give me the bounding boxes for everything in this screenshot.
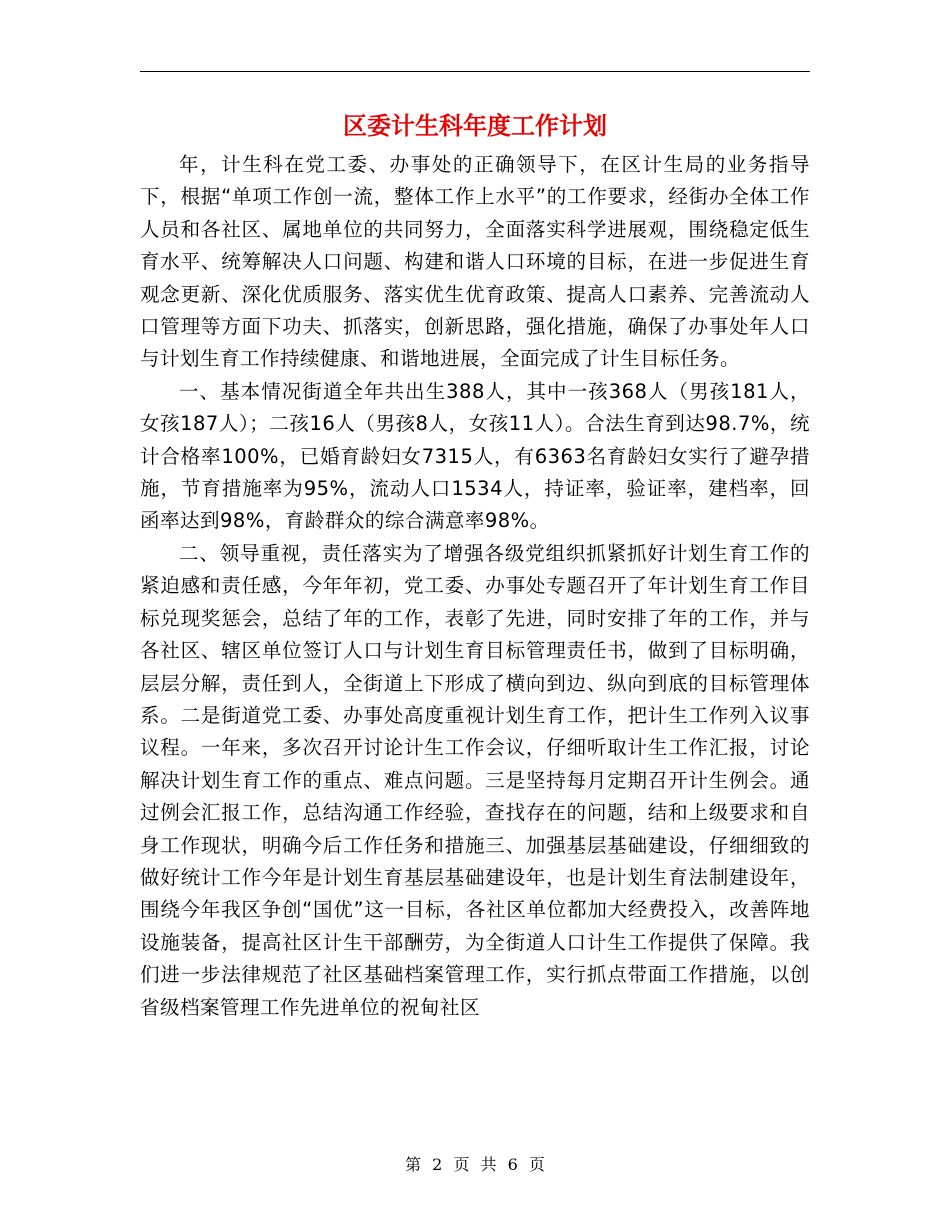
paragraph-intro: 年，计生科在党工委、办事处的正确领导下，在区计生局的业务指导下，根据“单项工作创一流，整体工作上水平”的工作要求，经街办全体工作人员和各社区、属地单位的共同努力，全面落实科学进展观，围绕稳定低生育水平、统筹解决人口问题、构建和谐人口环境的目标，在进一步促进生育观念更新、深化优质服务、落实优生优育政策、提高人口素养、完善流动人口管理等方面下功夫、抓落实，创新思路，强化措施，确保了办事处年人口与计划生育工作持续健康、和谐地进展，全面完成了计生目标任务。	[140, 153, 810, 371]
page-number-footer: 第 2 页 共 6 页	[405, 1155, 545, 1174]
header-rule	[140, 71, 810, 72]
document-title: 区委计生科年度工作计划	[343, 111, 607, 140]
document-body	[140, 149, 810, 1024]
paragraph-basic-situation: 一、基本情况街道全年共出生388人，其中一孩368人（男孩181人，女孩187人）；二孩16人（男孩8人，女孩11人）。合法生育到达98.7%，统计合格率100%，已婚育龄妇女7315人，有6363名育龄妇女实行了避孕措施，节育措施率为95%，流动人口1534人，持证率，验证率，建档率，回函率达到98%，育龄群众的综合满意率98%。	[140, 379, 810, 533]
paragraph-leadership: 二、领导重视，责任落实为了增强各级党组织抓紧抓好计划生育工作的紧迫感和责任感，今年年初，党工委、办事处专题召开了年计划生育工作目标兑现奖惩会，总结了年的工作，表彰了先进，同时安排了年的工作，并与各社区、辖区单位签订人口与计划生育目标管理责任书，做到了目标明确，层层分解，责任到人，全街道上下形成了横向到边、纵向到底的目标管理体系。二是街道党工委、办事处高度重视计划生育工作，把计生工作列入议事议程。一年来，多次召开讨论计生工作会议，仔细听取计生工作汇报，讨论解决计划生育工作的重点、难点问题。三是坚持每月定期召开计生例会。通过例会汇报工作，总结沟通工作经验，查找存在的问题，结和上级要求和自身工作现状，明确今后工作任务和措施三、加强基层基础建设，仔细细致的做好统计工作今年是计划生育基层基础建设年，也是计划生育法制建设年，围绕今年我区争创“国优”这一目标，各社区单位都加大经费投入，改善阵地设施装备，提高社区计生干部酬劳，为全街道人口计生工作提供了保障。我们进一步法律规范了社区基础档案管理工作，实行抓点带面工作措施，以创省级档案管理工作先进单位的祝甸社区	[140, 541, 810, 1019]
